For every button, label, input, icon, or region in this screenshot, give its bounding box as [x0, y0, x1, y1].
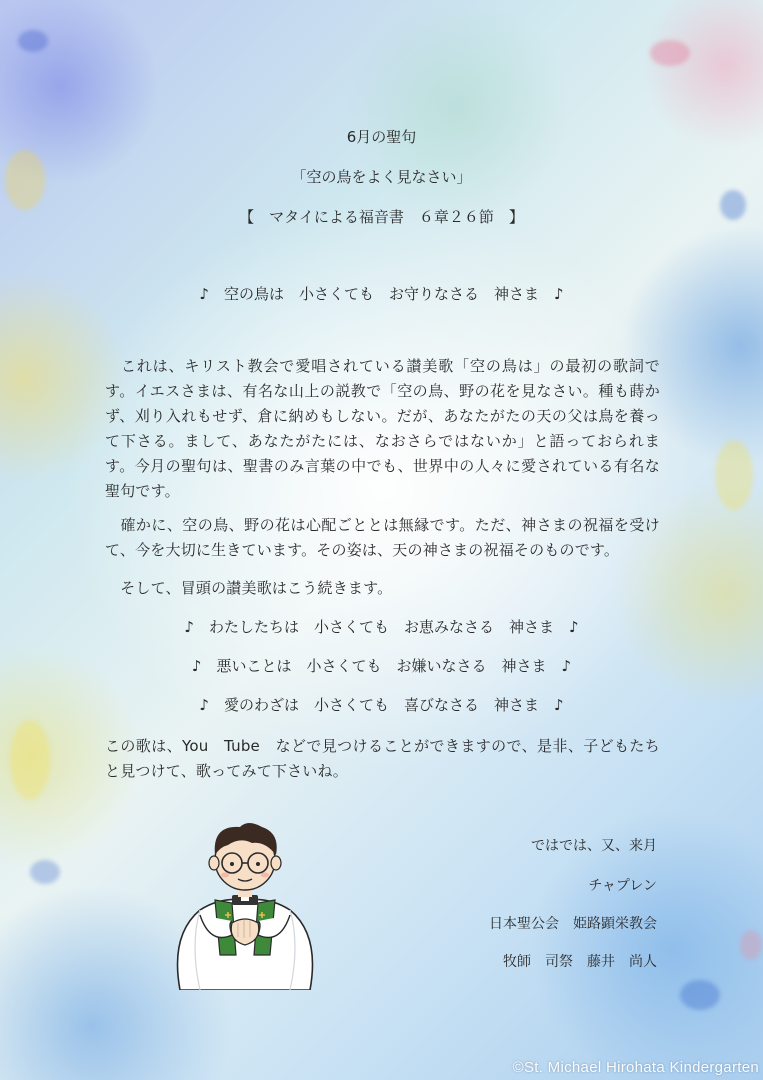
- verse-title: 「空の鳥をよく見なさい」: [291, 168, 472, 186]
- chaplain-role: チャプレン: [588, 878, 657, 894]
- farewell: ではでは、又、来月: [531, 838, 657, 854]
- lyric-line: ♪ 悪いことは 小さくても お嫌いなさる 神さま ♪: [191, 657, 572, 675]
- copyright-notice: ©St. Michael Hirohata Kindergarten: [512, 1059, 759, 1076]
- church-name: 日本聖公会 姫路顕栄教会: [489, 916, 657, 932]
- pastor-name: 牧師 司祭 藤井 尚人: [503, 954, 657, 970]
- lyric-line: ♪ わたしたちは 小さくても お恵みなさる 神さま ♪: [184, 618, 579, 636]
- closing-paragraph: この歌は、You Tube などで見つけることができますので、是非、子どもたちと見つけて、歌ってみて下さいね。: [105, 737, 660, 780]
- paragraph-continuation: そして、冒頭の讃美歌はこう続きます。: [105, 579, 393, 597]
- paragraph-blessing: 確かに、空の鳥、野の花は心配ごととは無縁です。ただ、神さまの祝福を受けて、今を大切に生きています。その姿は、天の神さまの祝福そのものです。: [105, 516, 660, 559]
- pastor-illustration-icon: [170, 815, 320, 990]
- month-title: 6月の聖句: [346, 128, 417, 146]
- paragraph-intro: これは、キリスト教会で愛唱されている讃美歌「空の鳥は」の最初の歌詞です。イエスさまは、有名な山上の説教で「空の鳥、野の花を見なさい。種も蒔かず、刈り入れもせず、倉に納めもしない。だが、あなたがたの天の父は鳥を養って下さる。まして、あなたがたには、なおさらではないか」と語っておられます。今月の聖句は、聖書のみ言葉の中でも、世界中の人々に愛されている有名な聖句です。: [105, 357, 660, 500]
- lyric-line: ♪ 愛のわざは 小さくても 喜びなさる 神さま ♪: [199, 696, 564, 714]
- scripture-reference: 【 マタイによる福音書 ６章２６節 】: [239, 208, 524, 226]
- opening-lyric: ♪ 空の鳥は 小さくても お守りなさる 神さま ♪: [199, 285, 564, 303]
